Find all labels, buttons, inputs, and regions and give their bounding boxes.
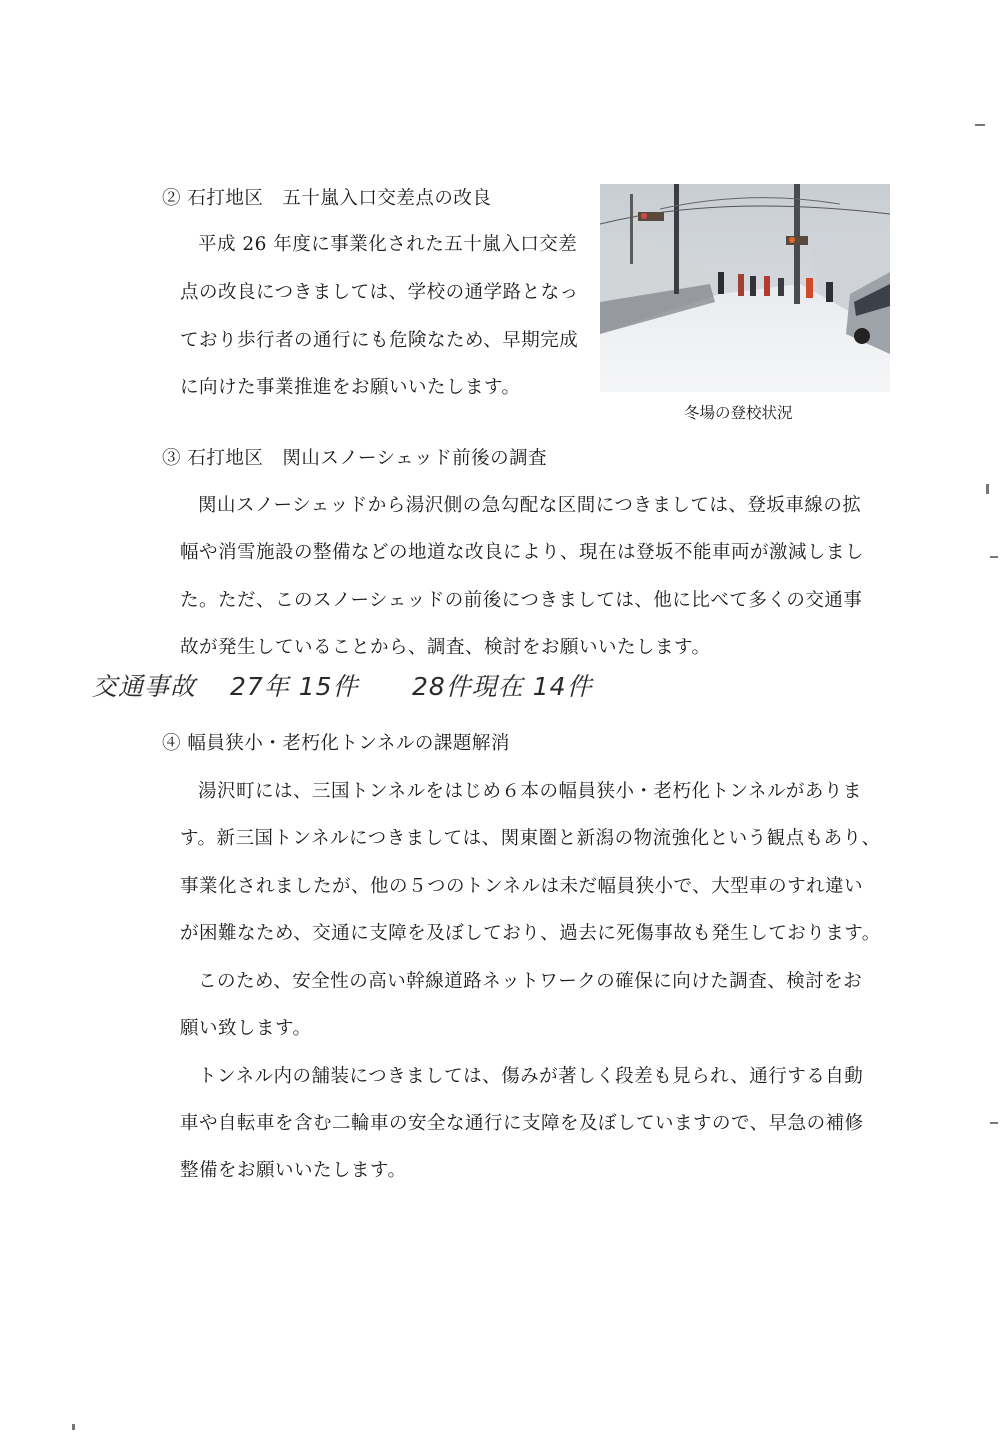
section-3-line-4: 故が発生していることから、調査、検討をお願いいたします。 xyxy=(180,637,711,658)
section-heading-2: ② 石打地区 五十嵐入口交差点の改良 xyxy=(162,188,492,209)
handwritten-note-28: 28件現在 14件 xyxy=(412,672,593,701)
section-3-line-1: 関山スノーシェッドから湯沢側の急勾配な区間につきましては、登坂車線の拡 xyxy=(198,495,862,516)
section-3-line-3: た。ただ、このスノーシェッドの前後につきましては、他に比べて多くの交通事 xyxy=(180,590,863,611)
section-4-line-4: が困難なため、交通に支障を及ぼしており、過去に死傷事故も発生しております。 xyxy=(180,923,881,944)
section-2-line-4: に向けた事業推進をお願いいたします。 xyxy=(180,377,521,398)
section-4-line-5: このため、安全性の高い幹線道路ネットワークの確保に向けた調査、検討をお xyxy=(198,971,863,992)
section-heading-4: ④ 幅員狭小・老朽化トンネルの課題解消 xyxy=(162,733,510,754)
section-4-line-7: トンネル内の舗装につきましては、傷みが著しく段差も見られ、通行する自動 xyxy=(198,1066,864,1087)
handwritten-note-27: 27年 15件 xyxy=(230,672,359,701)
photo-caption: 冬場の登校状況 xyxy=(684,404,793,422)
section-4-line-3: 事業化されましたが、他の５つのトンネルは未だ幅員狭小で、大型車のすれ違い xyxy=(180,876,864,897)
section-heading-3: ③ 石打地区 関山スノーシェッド前後の調査 xyxy=(162,448,548,469)
section-4-line-6: 願い致します。 xyxy=(180,1018,312,1039)
handwritten-note-label: 交通事故 xyxy=(92,672,197,701)
scan-speck xyxy=(990,556,998,558)
scan-speck xyxy=(72,1424,75,1430)
section-3-line-2: 幅や消雪施設の整備などの地道な改良により、現在は登坂不能車両が激減しまし xyxy=(180,542,865,563)
scan-speck xyxy=(975,124,985,126)
section-4-line-2: す。新三国トンネルにつきましては、関東圏と新潟の物流強化という観点もあり、 xyxy=(180,828,881,849)
section-2-line-2: 点の改良につきましては、学校の通学路となっ xyxy=(180,282,579,303)
section-2-line-3: ており歩行者の通行にも危険なため、早期完成 xyxy=(180,330,579,351)
scan-speck xyxy=(986,484,989,494)
section-4-line-8: 車や自転車を含む二輪車の安全な通行に支障を及ぼしていますので、早急の補修 xyxy=(180,1113,864,1134)
section-4-line-9: 整備をお願いいたします。 xyxy=(180,1160,407,1181)
section-2-line-1: 平成 26 年度に事業化された五十嵐入口交差 xyxy=(198,234,578,255)
section-4-line-1: 湯沢町には、三国トンネルをはじめ６本の幅員狭小・老朽化トンネルがありま xyxy=(198,781,862,802)
winter-commute-photo xyxy=(600,184,890,392)
scan-speck xyxy=(990,1122,998,1124)
